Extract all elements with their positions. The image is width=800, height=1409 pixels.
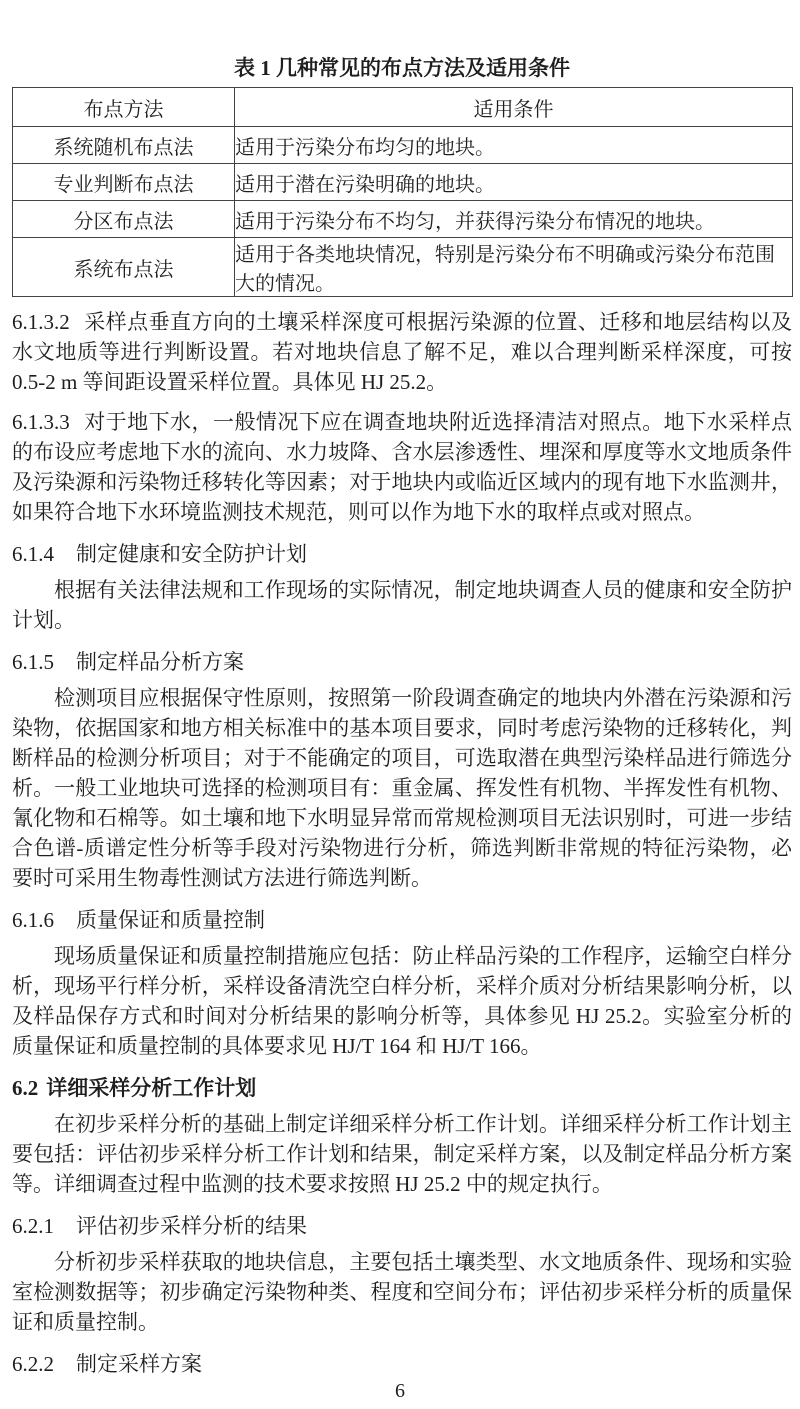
section-number: 6.1.6 (12, 908, 54, 932)
section-heading-text: 制定样品分析方案 (76, 650, 244, 674)
table-cell-condition: 适用于污染分布不均匀，并获得污染分布情况的地块。 (235, 201, 793, 238)
table-cell-method: 系统布点法 (13, 238, 235, 297)
document-body (12, 307, 792, 1379)
section-heading-6-1-4 (12, 539, 792, 569)
clause-paragraph-6-1-3-3 (12, 407, 792, 527)
table-cell-method: 分区布点法 (13, 201, 235, 238)
section-number: 6.1.3.2 (12, 310, 70, 334)
table-row (13, 201, 793, 238)
body-paragraph: 检测项目应根据保守性原则，按照第一阶段调查确定的地块内外潜在污染源和污染物，依据国家和地方相关标准中的基本项目要求，同时考虑污染物的迁移转化，判断样品的检测分析项目；对于不能确定的项目，可选取潜在典型污染样品进行筛选分析。一般工业地块可选择的检测项目有：重金属、挥发性有机物、半挥发性有机物、氰化物和石棉等。如土壤和地下水明显异常而常规检测项目无法识别时，可进一步结合色谱-质谱定性分析等手段对污染物进行分析，筛选判断非常规的特征污染物，必要时可采用生物毒性测试方法进行筛选判断。 (12, 686, 792, 890)
table-header-condition: 适用条件 (235, 88, 793, 127)
table-cell-condition: 适用于潜在污染明确的地块。 (235, 164, 793, 201)
table-header-row (13, 88, 793, 127)
section-heading-6-1-6 (12, 905, 792, 935)
section-heading-text: 质量保证和质量控制 (76, 908, 265, 932)
table-row (13, 127, 793, 164)
table-cell-method: 专业判断布点法 (13, 164, 235, 201)
section-number: 6.2.1 (12, 1214, 54, 1238)
section-heading-text: 详细采样分析工作计划 (46, 1076, 257, 1100)
table-cell-condition: 适用于污染分布均匀的地块。 (235, 127, 793, 164)
table-row (13, 164, 793, 201)
section-number: 6.1.5 (12, 650, 54, 674)
section-number: 6.1.4 (12, 542, 54, 566)
body-paragraph: 根据有关法律法规和工作现场的实际情况，制定地块调查人员的健康和安全防护计划。 (12, 578, 792, 632)
table-header-method: 布点方法 (13, 88, 235, 127)
placement-methods-table (12, 87, 793, 297)
clause-paragraph-6-1-3-2 (12, 307, 792, 397)
section-heading-text: 制定采样方案 (76, 1352, 202, 1376)
body-paragraph: 分析初步采样获取的地块信息，主要包括土壤类型、水文地质条件、现场和实验室检测数据等；初步确定污染物种类、程度和空间分布；评估初步采样分析的质量保证和质量控制。 (12, 1250, 792, 1334)
section-number: 6.1.3.3 (12, 410, 70, 434)
section-heading-6-1-5 (12, 647, 792, 677)
clause-text: 对于地下水，一般情况下应在调查地块附近选择清洁对照点。地下水采样点的布设应考虑地下水的流向、水力坡降、含水层渗透性、埋深和厚度等水文地质条件及污染源和污染物迁移转化等因素；对于地块内或临近区域内的现有地下水监测井，如果符合地下水环境监测技术规范，则可以作为地下水的取样点或对照点。 (12, 410, 792, 524)
clause-text: 采样点垂直方向的土壤采样深度可根据污染源的位置、迁移和地层结构以及水文地质等进行判断设置。若对地块信息了解不足，难以合理判断采样深度，可按 0.5-2 m 等间距设置采样位置。具体见 HJ 25.2。 (12, 310, 792, 394)
body-paragraph: 在初步采样分析的基础上制定详细采样分析工作计划。详细采样分析工作计划主要包括：评估初步采样分析工作计划和结果，制定采样方案，以及制定样品分析方案等。详细调查过程中监测的技术要求按照 HJ 25.2 中的规定执行。 (12, 1112, 792, 1196)
section-heading-6-2-1 (12, 1211, 792, 1241)
section-heading-text: 评估初步采样分析的结果 (76, 1214, 307, 1238)
table-cell-condition: 适用于各类地块情况，特别是污染分布不明确或污染分布范围大的情况。 (235, 238, 793, 297)
table-cell-method: 系统随机布点法 (13, 127, 235, 164)
page-number: 6 (395, 1380, 405, 1402)
table-row (13, 238, 793, 297)
body-paragraph: 现场质量保证和质量控制措施应包括：防止样品污染的工作程序，运输空白样分析，现场平行样分析，采样设备清洗空白样分析，采样介质对分析结果影响分析，以及样品保存方式和时间对分析结果的影响分析等，具体参见 HJ 25.2。实验室分析的质量保证和质量控制的具体要求见 HJ/T 164 和 HJ/T 166。 (12, 944, 792, 1058)
section-heading-text: 制定健康和安全防护计划 (76, 542, 307, 566)
section-heading-6-2 (12, 1073, 792, 1103)
section-number: 6.2 (12, 1076, 39, 1100)
section-heading-6-2-2 (12, 1349, 792, 1379)
table-caption: 表 1 几种常见的布点方法及适用条件 (234, 56, 570, 80)
section-number: 6.2.2 (12, 1352, 54, 1376)
